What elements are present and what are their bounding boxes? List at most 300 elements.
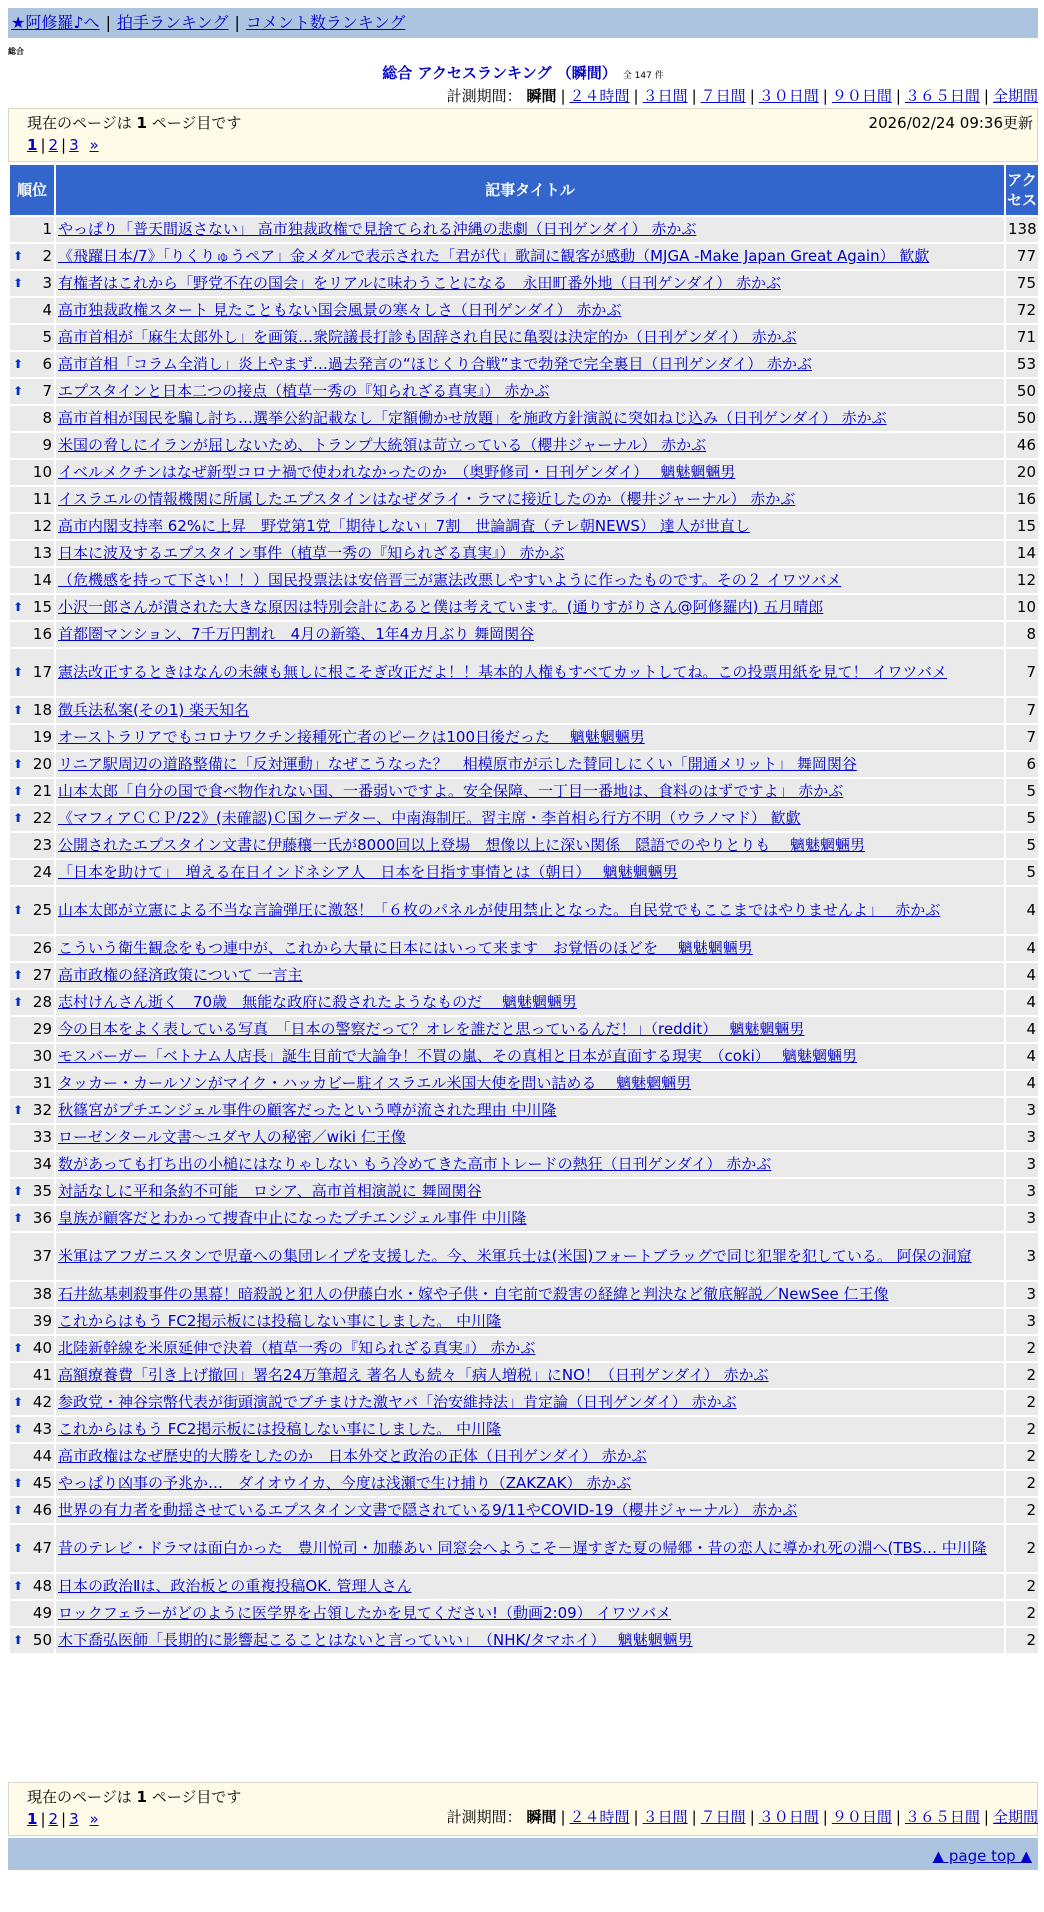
- table-row: [10, 622, 1038, 647]
- up-arrow-icon: ⬆: [13, 1422, 24, 1436]
- title-cell: [56, 1574, 1004, 1599]
- rank-number: 42: [32, 1393, 52, 1411]
- access-count: 3: [1006, 1125, 1038, 1150]
- rank-cell: [10, 325, 54, 350]
- article-title-link[interactable]: 米国の脅しにイランが屈しないため、トランプ大統領は苛立っている（櫻井ジャーナル） 赤かぶ: [58, 436, 707, 454]
- article-title-link[interactable]: 高市政権はなぜ歴史的大勝をしたのか 日本外交と政治の正体（日刊ゲンダイ） 赤かぶ: [58, 1447, 647, 1465]
- rank-number: 31: [32, 1074, 52, 1092]
- pager-top: [27, 136, 99, 154]
- article-title-link[interactable]: 高市首相が国民を騙し討ち…選挙公約記載なし「定額働かせ放題」を施政方針演説に突如ねじ込み（日刊ゲンダイ） 赤かぶ: [58, 409, 887, 427]
- table-row: [10, 649, 1038, 696]
- rank-number: 5: [42, 328, 52, 346]
- article-title-link[interactable]: 日本に波及するエプスタイン事件（植草一秀の『知られざる真実』） 赤かぶ: [58, 544, 565, 562]
- title-cell: [56, 298, 1004, 323]
- article-title-link[interactable]: 数があっても打ち出の小槌にはなりゃしない もう冷めてきた高市トレードの熱狂（日刊ゲンダイ） 赤かぶ: [58, 1155, 772, 1173]
- title-cell: [56, 217, 1004, 242]
- rank-cell: [10, 568, 54, 593]
- rank-cell: [10, 1206, 54, 1231]
- access-count: 2: [1006, 1601, 1038, 1626]
- rank-number: 21: [32, 782, 52, 800]
- title-cell: [56, 1125, 1004, 1150]
- rank-cell: [10, 1071, 54, 1096]
- title-cell: [56, 595, 1004, 620]
- period-option[interactable]: ３６５日間: [904, 1808, 980, 1826]
- rank-cell: [10, 1601, 54, 1626]
- rank-number: 14: [32, 571, 52, 589]
- access-count: 5: [1006, 806, 1038, 831]
- rank-cell: [10, 990, 54, 1015]
- access-count: 3: [1006, 1233, 1038, 1280]
- rank-number: 38: [32, 1285, 52, 1303]
- title-cell: [56, 860, 1004, 885]
- rank-cell: [10, 271, 54, 296]
- access-count: 2: [1006, 1390, 1038, 1415]
- title-cell: [56, 271, 1004, 296]
- pager-page-link[interactable]: 1: [27, 136, 38, 154]
- rank-cell: [10, 887, 54, 934]
- access-count: 50: [1006, 379, 1038, 404]
- article-title-link[interactable]: こういう衛生観念をもつ連中が、これから大量に日本にはいって来ます お覚悟のほどを 魑魅魍魎男: [58, 939, 753, 957]
- access-count: 8: [1006, 622, 1038, 647]
- period-option[interactable]: ７日間: [700, 1808, 746, 1826]
- article-title-link[interactable]: 山本太郎「自分の国で食べ物作れない国、一番弱いですよ。安全保障、一丁目一番地は、食料のはずですよ」 赤かぶ: [58, 782, 844, 800]
- title-cell: [56, 1444, 1004, 1469]
- rank-number: 39: [32, 1312, 52, 1330]
- rank-number: 46: [32, 1501, 52, 1519]
- rank-cell: [10, 1233, 54, 1280]
- pager-separator: |: [61, 136, 67, 154]
- period-separator: |: [691, 87, 697, 105]
- access-count: 75: [1006, 271, 1038, 296]
- access-count: 2: [1006, 1628, 1038, 1653]
- article-title-link[interactable]: 志村けんさん逝く 70歳 無能な政府に殺されたようなものだ 魑魅魍魎男: [58, 993, 577, 1011]
- access-count: 2: [1006, 1498, 1038, 1523]
- access-count: 20: [1006, 460, 1038, 485]
- access-count: 5: [1006, 833, 1038, 858]
- rank-cell: [10, 698, 54, 723]
- rank-cell: [10, 1152, 54, 1177]
- pager-page-link[interactable]: 3: [69, 1810, 79, 1828]
- period-option[interactable]: ３日間: [642, 1808, 688, 1826]
- period-option: 瞬間: [526, 1808, 557, 1826]
- pager-separator: |: [40, 1810, 46, 1828]
- period-separator: |: [895, 87, 901, 105]
- table-row: [10, 1044, 1038, 1069]
- period-separator: |: [633, 1808, 639, 1826]
- ranking-table-body: [10, 217, 1038, 1653]
- table-row: [10, 1017, 1038, 1042]
- rank-cell: [10, 406, 54, 431]
- article-title-link[interactable]: 世界の有力者を動揺させているエプスタイン文書で隠されている9/11やCOVID-19（櫻井ジャーナル） 赤かぶ: [58, 1501, 798, 1519]
- table-row: [10, 487, 1038, 512]
- ranking-table: [8, 163, 1040, 1655]
- pager-page-link[interactable]: 2: [48, 136, 59, 154]
- article-title-link[interactable]: 昔のテレビ・ドラマは面白かった＿豊川悦司・加藤あい 同窓会へようこそ－遅すぎた夏の帰郷・昔の恋人に導かれ死の淵へ(TBS… 中川隆: [58, 1539, 987, 1557]
- rank-number: 41: [32, 1366, 52, 1384]
- table-row: [10, 1417, 1038, 1442]
- rank-number: 2: [42, 247, 52, 265]
- up-arrow-icon: ⬆: [13, 968, 24, 982]
- table-row: [10, 1471, 1038, 1496]
- period-separator: |: [895, 1808, 901, 1826]
- table-row: [10, 1574, 1038, 1599]
- access-count: 2: [1006, 1471, 1038, 1496]
- up-arrow-icon: ⬆: [13, 1211, 24, 1225]
- rank-number: 9: [42, 436, 52, 454]
- rank-number: 23: [32, 836, 52, 854]
- rank-number: 47: [32, 1539, 52, 1557]
- access-count: 3: [1006, 1098, 1038, 1123]
- period-label: 計測期間：: [446, 87, 522, 105]
- article-title-link[interactable]: オーストラリアでもコロナワクチン接種死亡者のピークは100日後だった 魑魅魍魎男: [58, 728, 645, 746]
- rank-cell: [10, 1471, 54, 1496]
- nav-clap-ranking-link[interactable]: 拍手ランキング: [116, 13, 229, 32]
- article-title-link[interactable]: やっぱり「普天間返さない」 高市独裁政権で見捨てられる沖縄の悲劇（日刊ゲンダイ） 赤かぶ: [58, 220, 697, 238]
- period-separator: |: [633, 87, 639, 105]
- up-arrow-icon: ⬆: [13, 1103, 24, 1117]
- article-title-link[interactable]: エプスタインと日本二つの接点（植草一秀の『知られざる真実』） 赤かぶ: [58, 382, 550, 400]
- article-title-link[interactable]: 対話なしに平和条約不可能 ロシア、高市首相演説に 舞岡関谷: [58, 1182, 482, 1200]
- rank-number: 30: [32, 1047, 52, 1065]
- pager-page-link[interactable]: 1: [27, 1810, 38, 1828]
- access-count: 4: [1006, 1044, 1038, 1069]
- article-title-link[interactable]: 小沢一郎さんが潰された大きな原因は特別会計にあると僕は考えています。(通りすがりさん@阿修羅内) 五月晴郎: [58, 598, 824, 616]
- article-title-link[interactable]: 《飛躍日本/7》「りくりゅうペア」金メダルで表示された「君が代」歌詞に観客が感動（MJGA -Make Japan Great Again） 歓歔: [58, 247, 930, 265]
- article-title-link[interactable]: 秋篠宮がプチエンジェル事件の顧客だったという噂が流された理由 中川隆: [58, 1101, 557, 1119]
- table-row: [10, 725, 1038, 750]
- period-separator: |: [560, 1808, 566, 1826]
- up-arrow-icon: ⬆: [13, 357, 24, 371]
- article-title-link[interactable]: 参政党・神谷宗幣代表が街頭演説でブチまけた激ヤバ「治安維持法」肯定論（日刊ゲンダイ） 赤かぶ: [58, 1393, 737, 1411]
- period-option[interactable]: ３日間: [642, 87, 688, 105]
- title-cell: [56, 1309, 1004, 1334]
- rank-number: 26: [32, 939, 52, 957]
- pager-separator: |: [61, 1810, 67, 1828]
- rank-number: 16: [32, 625, 52, 643]
- article-title-link[interactable]: 高市首相が「麻生太郎外し」を画策…衆院議長打診も固辞され自民に亀裂は決定的か（日刊ゲンダイ） 赤かぶ: [58, 328, 797, 346]
- ranking-title: 総合 アクセスランキング （瞬間）: [382, 64, 617, 82]
- access-count: 2: [1006, 1336, 1038, 1361]
- access-count: 7: [1006, 698, 1038, 723]
- access-count: 14: [1006, 541, 1038, 566]
- rank-cell: [10, 1444, 54, 1469]
- article-title-link[interactable]: やっぱり凶事の予兆か… ダイオウイカ、今度は浅瀬で生け捕り（ZAKZAK） 赤かぶ: [58, 1474, 632, 1492]
- rank-cell: [10, 1628, 54, 1653]
- access-count: 7: [1006, 725, 1038, 750]
- rank-cell: [10, 649, 54, 696]
- period-option[interactable]: ３０日間: [758, 87, 819, 105]
- up-arrow-icon: ⬆: [13, 249, 24, 263]
- title-cell: [56, 568, 1004, 593]
- rank-number: 7: [42, 382, 52, 400]
- article-title-link[interactable]: 木下喬弘医師「長期的に影響起こることはないと言っていい」 （NHK/タマホイ） 魑魅魍魎男: [58, 1631, 693, 1649]
- rank-cell: [10, 1125, 54, 1150]
- pager-page-link[interactable]: 2: [48, 1810, 59, 1828]
- table-row: [10, 1098, 1038, 1123]
- period-separator: |: [822, 1808, 828, 1826]
- rank-number: 37: [32, 1247, 52, 1265]
- rank-number: 43: [32, 1420, 52, 1438]
- access-count: 4: [1006, 990, 1038, 1015]
- up-arrow-icon: ⬆: [13, 384, 24, 398]
- table-row: [10, 379, 1038, 404]
- rank-cell: [10, 1017, 54, 1042]
- title-cell: [56, 1152, 1004, 1177]
- rank-number: 3: [42, 274, 52, 292]
- period-separator: |: [983, 1808, 989, 1826]
- table-row: [10, 806, 1038, 831]
- title-cell: [56, 1017, 1004, 1042]
- article-title-link[interactable]: 石井紘基刺殺事件の黒幕！暗殺説と犯人の伊藤白水・嫁や子供・自宅前で殺害の経緯と判決など徹底解説／NewSee 仁王像: [58, 1285, 889, 1303]
- article-title-link[interactable]: 米軍はアフガニスタンで児童への集団レイプを支援した。今、米軍兵士は(米国)フォートブラッグで同じ犯罪を犯している。 阿保の洞窟: [58, 1247, 972, 1265]
- table-row: [10, 990, 1038, 1015]
- rank-cell: [10, 217, 54, 242]
- table-row: [10, 887, 1038, 934]
- access-count: 2: [1006, 1574, 1038, 1599]
- rank-number: 36: [32, 1209, 52, 1227]
- nav-comment-ranking-link[interactable]: コメント数ランキング: [245, 13, 406, 32]
- access-count: 5: [1006, 779, 1038, 804]
- rank-cell: [10, 487, 54, 512]
- article-title-link[interactable]: リニア駅周辺の道路整備に「反対運動」なぜこうなった？ 相模原市が示した賛同しにくい「開通メリット」 舞岡関谷: [58, 755, 857, 773]
- access-count: 4: [1006, 963, 1038, 988]
- table-row: [10, 1233, 1038, 1280]
- rank-cell: [10, 725, 54, 750]
- table-row: [10, 1525, 1038, 1572]
- pager-next-link[interactable]: »: [89, 1810, 99, 1828]
- title-cell: [56, 352, 1004, 377]
- period-label: 計測期間：: [446, 1808, 522, 1826]
- header-access: アクセス: [1006, 165, 1038, 215]
- title-cell: [56, 1044, 1004, 1069]
- period-option[interactable]: 全期間: [992, 1808, 1038, 1826]
- access-count: 4: [1006, 1071, 1038, 1096]
- updated-timestamp: 2026/02/24 09:36更新: [868, 114, 1033, 132]
- rank-number: 4: [42, 301, 52, 319]
- rank-cell: [10, 514, 54, 539]
- up-arrow-icon: ⬆: [13, 1341, 24, 1355]
- access-count: 138: [1006, 217, 1038, 242]
- article-title-link[interactable]: 日本の政治Ⅱは、政治板との重複投稿OK. 管理人さん: [58, 1577, 412, 1595]
- period-option: 瞬間: [526, 87, 557, 105]
- rank-cell: [10, 244, 54, 269]
- rank-number: 28: [32, 993, 52, 1011]
- table-row: [10, 217, 1038, 242]
- title-cell: [56, 1233, 1004, 1280]
- up-arrow-icon: ⬆: [13, 784, 24, 798]
- up-arrow-icon: ⬆: [13, 1476, 24, 1490]
- up-arrow-icon: ⬆: [13, 1541, 24, 1555]
- period-option[interactable]: ２４時間: [569, 87, 630, 105]
- rank-cell: [10, 541, 54, 566]
- up-arrow-icon: ⬆: [13, 1633, 24, 1647]
- rank-number: 50: [32, 1631, 52, 1649]
- article-title-link[interactable]: これからはもう FC2掲示板には投稿しない事にしました。 中川隆: [58, 1420, 502, 1438]
- title-cell: [56, 1336, 1004, 1361]
- article-title-link[interactable]: 公開されたエプスタイン文書に伊藤穰一氏が8000回以上登場 想像以上に深い関係 隠語でのやりとりも 魑魅魍魎男: [58, 836, 866, 854]
- rank-number: 12: [32, 517, 52, 535]
- title-cell: [56, 1071, 1004, 1096]
- rank-number: 1: [42, 220, 52, 238]
- article-title-link[interactable]: 山本太郎が立憲による不当な言論弾圧に激怒！「６枚のパネルが使用禁止となった。自民党でもここまではやりませんよ」 赤かぶ: [58, 901, 941, 919]
- table-row: [10, 1336, 1038, 1361]
- rank-number: 40: [32, 1339, 52, 1357]
- rank-number: 32: [32, 1101, 52, 1119]
- article-title-link[interactable]: 北陸新幹線を米原延伸で決着（植草一秀の『知られざる真実』） 赤かぶ: [58, 1339, 536, 1357]
- up-arrow-icon: ⬆: [13, 1184, 24, 1198]
- access-count: 3: [1006, 1309, 1038, 1334]
- pager-next-link[interactable]: »: [89, 136, 99, 154]
- table-row: [10, 352, 1038, 377]
- access-count: 16: [1006, 487, 1038, 512]
- article-title-link[interactable]: 高市独裁政権スタート 見たこともない国会風景の寒々しさ（日刊ゲンダイ） 赤かぶ: [58, 301, 622, 319]
- period-separator: |: [983, 87, 989, 105]
- title-cell: [56, 433, 1004, 458]
- page-title: [8, 62, 1038, 83]
- rank-number: 10: [32, 463, 52, 481]
- rank-cell: [10, 833, 54, 858]
- rank-cell: [10, 860, 54, 885]
- article-title-link[interactable]: 「日本を助けて」 増える在日インドネシア人 日本を目指す事情とは（朝日） 魑魅魍魎男: [58, 863, 678, 881]
- title-cell: [56, 649, 1004, 696]
- total-count: 全 147 件: [622, 71, 664, 81]
- article-title-link[interactable]: タッカー・カールソンがマイク・ハッカビー駐イスラエル米国大使を問い詰める 魑魅魍魎男: [58, 1074, 692, 1092]
- up-arrow-icon: ⬆: [13, 1395, 24, 1409]
- rank-cell: [10, 1309, 54, 1334]
- title-cell: [56, 779, 1004, 804]
- table-row: [10, 752, 1038, 777]
- rank-number: 8: [42, 409, 52, 427]
- rank-cell: [10, 433, 54, 458]
- up-arrow-icon: ⬆: [13, 276, 24, 290]
- title-cell: [56, 379, 1004, 404]
- pager-page-link[interactable]: 3: [69, 136, 79, 154]
- period-option[interactable]: ９０日間: [831, 87, 892, 105]
- article-title-link[interactable]: ローゼンタール文書～ユダヤ人の秘密／wiki 仁王像: [58, 1128, 406, 1146]
- table-row: [10, 1282, 1038, 1307]
- access-count: 46: [1006, 433, 1038, 458]
- up-arrow-icon: ⬆: [13, 1579, 24, 1593]
- article-title-link[interactable]: 高額療養費「引き上げ撤回」署名24万筆超え 著名人も続々「病人増税」にNO！（日刊ゲンダイ） 赤かぶ: [58, 1366, 769, 1384]
- period-option[interactable]: ９０日間: [831, 1808, 892, 1826]
- rank-number: 45: [32, 1474, 52, 1492]
- title-cell: [56, 806, 1004, 831]
- period-option[interactable]: ７日間: [700, 87, 746, 105]
- article-title-link[interactable]: イベルメクチンはなぜ新型コロナ禍で使われなかったのか （奥野修司・日刊ゲンダイ） 魑魅魍魎男: [58, 463, 736, 481]
- period-option[interactable]: ２４時間: [569, 1808, 630, 1826]
- article-title-link[interactable]: ロックフェラーがどのように医学界を占領したかを見てください!（動画2:09） イワツバメ: [58, 1604, 672, 1622]
- article-title-link[interactable]: イスラエルの情報機関に所属したエプスタインはなぜダライ・ラマに接近したのか（櫻井ジャーナル） 赤かぶ: [58, 490, 796, 508]
- category-label: 総合: [8, 47, 24, 56]
- article-title-link[interactable]: 徴兵法私案(その1) 楽天知名: [58, 701, 250, 719]
- access-count: 15: [1006, 514, 1038, 539]
- rank-cell: [10, 460, 54, 485]
- article-title-link[interactable]: （危機感を持って下さい！！）国民投票法は安倍晋三が憲法改悪しやすいように作ったものです。その２ イワツバメ: [58, 571, 842, 589]
- rank-cell: [10, 352, 54, 377]
- table-row: [10, 244, 1038, 269]
- rank-number: 6: [42, 355, 52, 373]
- article-title-link[interactable]: モスバーガー「ベトナム人店長」誕生目前で大論争！不買の嵐、その真相と日本が直面する現実 （coki） 魑魅魍魎男: [58, 1047, 858, 1065]
- title-cell: [56, 541, 1004, 566]
- bottom-bar: [8, 1838, 1038, 1870]
- rank-number: 27: [32, 966, 52, 984]
- rank-number: 33: [32, 1128, 52, 1146]
- table-row: [10, 406, 1038, 431]
- table-row: [10, 833, 1038, 858]
- rank-number: 15: [32, 598, 52, 616]
- period-option[interactable]: 全期間: [992, 87, 1038, 105]
- access-count: 77: [1006, 244, 1038, 269]
- article-title-link[interactable]: これからはもう FC2掲示板には投稿しない事にしました。 中川隆: [58, 1312, 502, 1330]
- period-separator: |: [822, 87, 828, 105]
- access-count: 53: [1006, 352, 1038, 377]
- title-cell: [56, 698, 1004, 723]
- access-count: 7: [1006, 649, 1038, 696]
- period-option[interactable]: ３６５日間: [904, 87, 980, 105]
- article-title-link[interactable]: 高市首相「コラム全消し」炎上やまず…過去発言の“ほじくり合戦”まで勃発で完全裏目（日刊ゲンダイ） 赤かぶ: [58, 355, 812, 373]
- title-cell: [56, 514, 1004, 539]
- page-top-link[interactable]: ▲ page top ▲: [932, 1847, 1032, 1865]
- top-nav-bar: ★阿修羅♪へ | 拍手ランキング | コメント数ランキング: [8, 8, 1038, 38]
- access-count: 2: [1006, 1417, 1038, 1442]
- table-row: [10, 298, 1038, 323]
- rank-cell: [10, 1417, 54, 1442]
- title-cell: [56, 990, 1004, 1015]
- access-count: 71: [1006, 325, 1038, 350]
- table-row: [10, 1206, 1038, 1231]
- table-row: [10, 1125, 1038, 1150]
- table-row: [10, 779, 1038, 804]
- up-arrow-icon: ⬆: [13, 811, 24, 825]
- table-row: [10, 514, 1038, 539]
- article-title-link[interactable]: 皇族が顧客だとわかって捜査中止になったプチエンジェル事件 中川隆: [58, 1209, 527, 1227]
- access-count: 4: [1006, 1017, 1038, 1042]
- article-title-link[interactable]: 有権者はこれから「野党不在の国会」をリアルに味わうことになる 永田町番外地（日刊ゲンダイ） 赤かぶ: [58, 274, 781, 292]
- table-row: [10, 568, 1038, 593]
- rank-cell: [10, 779, 54, 804]
- table-header-row: [10, 165, 1038, 215]
- title-cell: [56, 1525, 1004, 1572]
- pager-separator: |: [40, 136, 46, 154]
- title-cell: [56, 1390, 1004, 1415]
- rank-number: 25: [32, 901, 52, 919]
- article-title-link[interactable]: 首都圏マンション、7千万円割れ 4月の新築、1年4カ月ぶり 舞岡関谷: [58, 625, 535, 643]
- up-arrow-icon: ⬆: [13, 703, 24, 717]
- period-option[interactable]: ３０日間: [758, 1808, 819, 1826]
- rank-number: 17: [32, 663, 52, 681]
- article-title-link[interactable]: 今の日本をよく表している写真 「日本の警察だって？オレを誰だと思っているんだ！」（reddit） 魑魅魍魎男: [58, 1020, 805, 1038]
- title-cell: [56, 244, 1004, 269]
- article-title-link[interactable]: 憲法改正するときはなんの未練も無しに根こそぎ改正だよ！！基本的人権もすべてカットしてね。この投票用紙を見て！ イワツバメ: [58, 663, 948, 681]
- access-count: 4: [1006, 936, 1038, 961]
- rank-cell: [10, 963, 54, 988]
- table-row: [10, 1363, 1038, 1388]
- article-title-link[interactable]: 高市内閣支持率 62%に上昇 野党第1党「期待しない」7割 世論調査（テレ朝NEWS） 達人が世直し: [58, 517, 750, 535]
- rank-cell: [10, 1574, 54, 1599]
- title-cell: [56, 1179, 1004, 1204]
- article-title-link[interactable]: 《マフィアＣＣＰ/22》(未確認)Ｃ国クーデター、中南海制圧。習主席・李首相ら行方不明（ウラノマド） 歓歔: [58, 809, 801, 827]
- title-cell: [56, 833, 1004, 858]
- title-cell: [56, 1417, 1004, 1442]
- up-arrow-icon: ⬆: [13, 757, 24, 771]
- article-title-link[interactable]: 高市政権の経済政策について 一言主: [58, 966, 303, 984]
- rank-cell: [10, 379, 54, 404]
- title-cell: [56, 752, 1004, 777]
- nav-home-link[interactable]: ★阿修羅♪へ: [11, 13, 100, 32]
- rank-cell: [10, 1363, 54, 1388]
- table-row: [10, 1444, 1038, 1469]
- page-info-text: 現在のページは 1 ページ目です: [27, 114, 242, 132]
